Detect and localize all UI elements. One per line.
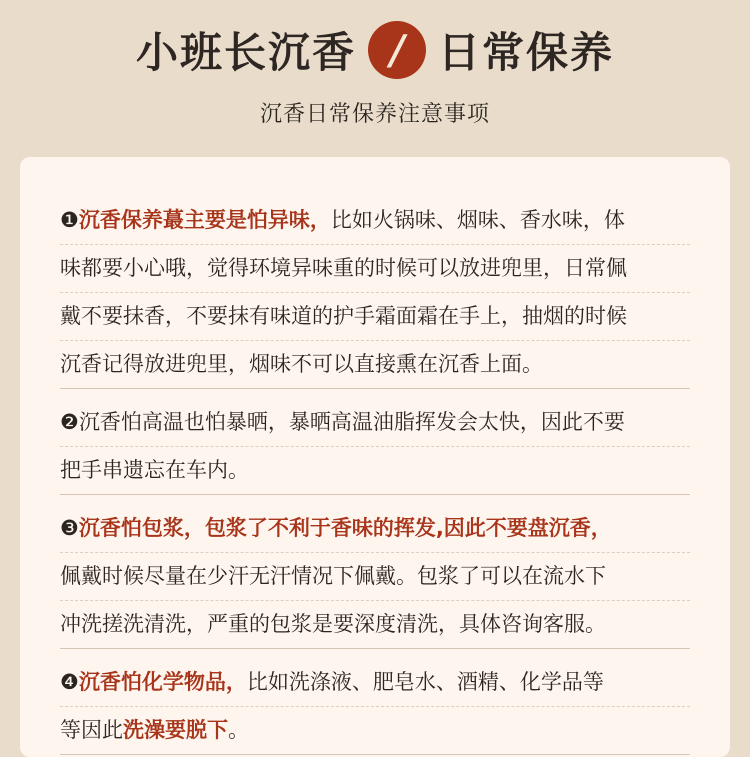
note-line xyxy=(60,659,690,707)
highlight-text: 沉香保养蕞主要是怕异味， xyxy=(78,208,331,232)
item-number: ❸ xyxy=(60,516,79,540)
care-note-item xyxy=(60,659,690,755)
care-notes-list xyxy=(60,197,690,755)
item-number: ❶ xyxy=(60,208,79,232)
note-text: 戴不要抹香，不要抹有味道的护手霜面霜在手上，抽烟的时候 xyxy=(60,304,627,328)
number-badge: / xyxy=(368,21,426,79)
item-number: ❷ xyxy=(60,410,79,434)
title-brand: 小班长沉香 xyxy=(135,28,356,77)
note-line xyxy=(60,505,690,553)
care-note-item xyxy=(60,399,690,495)
highlight-text: 沉香怕包浆，包浆了不利于香味的挥发,因此不要盘沉香， xyxy=(78,516,612,540)
highlight-text: 洗澡要脱下 xyxy=(123,718,228,742)
note-line xyxy=(60,293,690,341)
note-text: 把手串遗忘在车内。 xyxy=(60,458,249,482)
care-notes-card xyxy=(20,157,730,757)
highlight-text: 沉香怕化学物品， xyxy=(78,670,247,694)
item-number: ❹ xyxy=(60,670,79,694)
note-text: 沉香怕高温也怕暴晒，暴晒高温油脂挥发会太快，因此不要 xyxy=(78,410,625,434)
note-line xyxy=(60,553,690,601)
note-text: 比如洗涤液、肥皂水、酒精、化学品等 xyxy=(246,670,604,694)
note-line xyxy=(60,245,690,293)
note-text: 等因此 xyxy=(60,718,123,742)
item-spacer xyxy=(60,495,690,505)
note-text: 。 xyxy=(228,718,249,742)
note-line xyxy=(60,707,690,755)
note-line xyxy=(60,197,690,245)
item-spacer xyxy=(60,649,690,659)
note-line xyxy=(60,399,690,447)
note-text: 比如火锅味、烟味、香水味，体 xyxy=(330,208,625,232)
title-topic: 日常保养 xyxy=(438,28,615,77)
page-header xyxy=(0,0,750,150)
care-note-item xyxy=(60,197,690,389)
note-text: 味都要小心哦，觉得环境异味重的时候可以放进兜里，日常佩 xyxy=(60,256,627,280)
subtitle: 沉香日常保养注意事项 xyxy=(259,102,490,127)
title-row xyxy=(0,18,750,82)
note-line xyxy=(60,341,690,389)
care-note-item xyxy=(60,505,690,649)
item-spacer xyxy=(60,389,690,399)
note-text: 沉香记得放进兜里，烟味不可以直接熏在沉香上面。 xyxy=(60,352,543,376)
note-text: 佩戴时候尽量在少汗无汗情况下佩戴。包浆了可以在流水下 xyxy=(60,564,606,588)
note-text: 冲洗搓洗清洗，严重的包浆是要深度清洗，具体咨询客服。 xyxy=(60,612,606,636)
note-line xyxy=(60,447,690,495)
note-line xyxy=(60,601,690,649)
